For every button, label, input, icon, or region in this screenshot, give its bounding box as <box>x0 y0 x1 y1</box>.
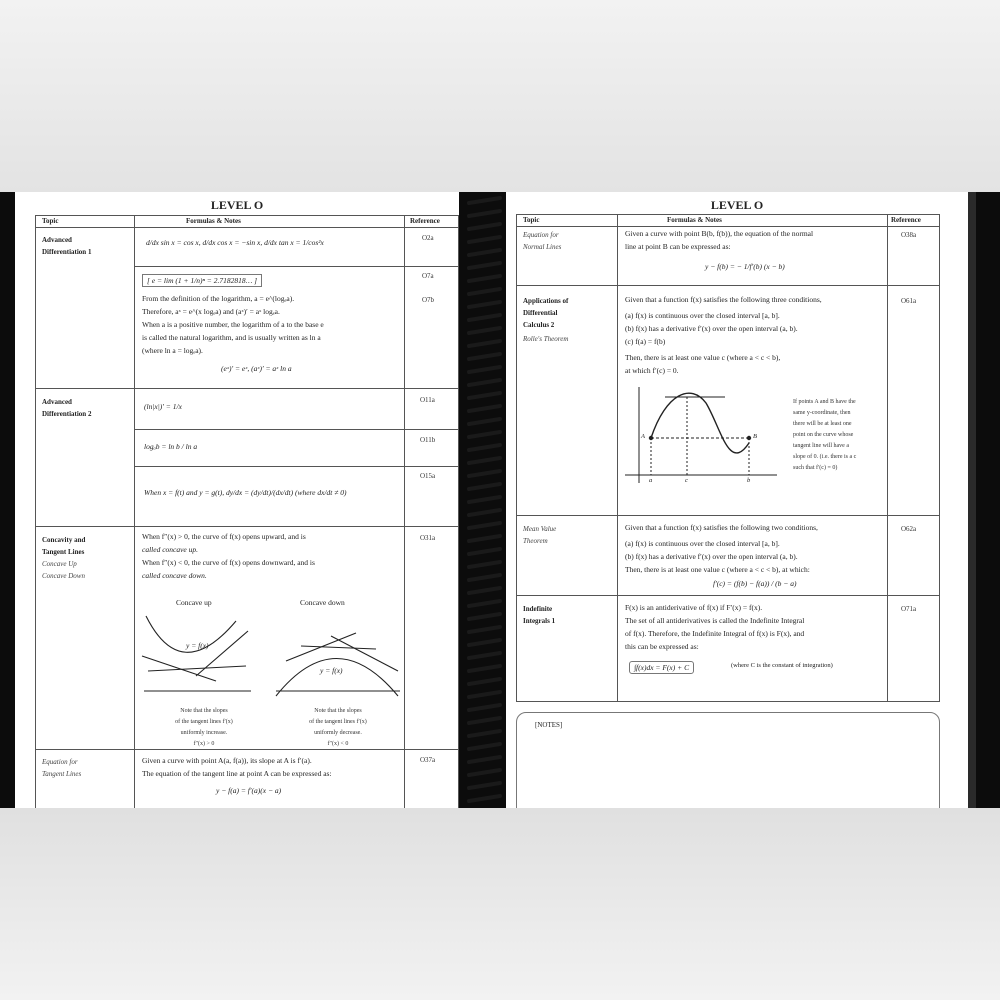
spiral-coil <box>469 770 500 775</box>
log-definition: From the definition of the logarithm, a = e^(logₑa). <box>142 294 295 303</box>
rolle-side-note <box>793 397 856 474</box>
spiral-coil <box>469 224 500 229</box>
tangent-line <box>301 646 376 649</box>
rolle-text-2: (a) f(x) is continuous over the closed interval [a, b]. <box>625 311 780 320</box>
spiral-coil <box>469 289 500 294</box>
spiral-coil <box>469 367 500 372</box>
left-header-topic: Topic <box>42 217 59 225</box>
tick-c: c <box>685 477 688 484</box>
spiral-coil <box>469 640 500 645</box>
spiral-coil <box>469 211 500 216</box>
spiral-coil <box>469 471 500 476</box>
fig-concave-down-title: Concave down <box>300 598 345 607</box>
ref-o61a: O61a <box>901 297 917 305</box>
topic-line: Equation for <box>523 231 559 239</box>
label-point-b: B <box>753 433 757 440</box>
note-line: uniformly decrease. <box>314 730 362 736</box>
ref-o7b: O7b <box>422 296 435 304</box>
topic-adv-diff-2 <box>42 396 91 420</box>
topic-line: Normal Lines <box>523 243 562 251</box>
spiral-coil <box>469 653 500 658</box>
tangent-text-1: Given a curve with point A(a, f(a)), its slope at A is f′(a). <box>142 756 312 765</box>
topic-line: Equation for <box>42 758 78 766</box>
spiral-coil <box>469 419 500 424</box>
topic-line: Advanced <box>42 398 72 406</box>
note-line: point on the curve whose <box>793 432 854 438</box>
rolle-text-4: (c) f(a) = f(b) <box>625 337 666 346</box>
normal-equation: y − f(b) = − 1/f′(b) (x − b) <box>705 262 785 271</box>
topic-line: Theorem <box>523 537 548 545</box>
rolle-curve <box>651 393 749 453</box>
right-page <box>506 192 968 808</box>
notes-box <box>516 712 940 808</box>
note-line: there will be at least one <box>793 421 852 427</box>
point-a <box>649 436 653 440</box>
note-line: Note that the slopes <box>180 708 228 714</box>
exp-derivative: (eˣ)′ = eˣ, (aˣ)′ = aˣ ln a <box>221 364 292 373</box>
spiral-coil <box>469 562 500 567</box>
left-col-divider-1 <box>134 216 135 808</box>
ref-o62a: O62a <box>901 525 917 533</box>
topic-line: Tangent Lines <box>42 548 85 556</box>
ref-o7a: O7a <box>422 272 434 280</box>
e-definition: [ e = lim (1 + 1/n)ⁿ = 2.7182818… ] <box>142 274 262 287</box>
left-level-title: LEVEL O <box>210 198 264 212</box>
topic-applications <box>523 295 568 331</box>
note-line: Note that the slopes <box>314 708 362 714</box>
spiral-coil <box>469 679 500 684</box>
indef-text-2: The set of all antiderivatives is called the Indefinite Integral <box>625 616 805 625</box>
left-header-formulas: Formulas & Notes <box>186 217 241 225</box>
right-formula-table <box>516 214 940 702</box>
spiral-coil <box>469 354 500 359</box>
topic-line: Differential <box>523 309 558 317</box>
tangent-line <box>196 631 248 676</box>
note-line: such that f′(c) = 0) <box>793 465 838 471</box>
note-line: tangent line will have a <box>793 443 849 449</box>
spiral-coil <box>469 250 500 255</box>
spiral-coil <box>469 497 500 502</box>
fig-up-label: y = f(x) <box>186 641 209 650</box>
ref-o71a: O71a <box>901 605 917 613</box>
point-b <box>747 436 751 440</box>
spiral-coil <box>469 432 500 437</box>
subtopic-concave-down: Concave Down <box>42 572 85 580</box>
row-divider <box>134 466 458 467</box>
mvt-text-4: Then, there is at least one value c (where a < c < b), at which: <box>625 565 810 574</box>
positive-base-line: When a is a positive number, the logarithm of a to the base e <box>142 320 324 329</box>
ref-o37a: O37a <box>420 756 436 764</box>
parametric-derivative: When x = f(t) and y = g(t), dy/dx = (dy/dt)/(dx/dt) (where dx/dt ≠ 0) <box>144 488 347 497</box>
spiral-coil <box>469 380 500 385</box>
ref-o15a: O15a <box>420 472 436 480</box>
right-col-divider-1 <box>617 215 618 701</box>
topic-concavity <box>42 534 85 558</box>
log-change-base: logₐb = ln b / ln a <box>144 442 198 451</box>
normal-text-2: line at point B can be expressed as: <box>625 242 731 251</box>
concave-up-text-2: called concave up. <box>142 545 199 554</box>
page-edge-shadow <box>968 192 976 808</box>
tangent-text-2: The equation of the tangent line at point A can be expressed as: <box>142 769 332 778</box>
left-table-header <box>36 216 458 228</box>
mvt-equation: f′(c) = (f(b) − f(a)) / (b − a) <box>713 579 797 588</box>
spiral-coil <box>469 302 500 307</box>
concavity-figures <box>136 611 404 701</box>
row-divider <box>517 515 939 516</box>
spiral-coil <box>469 198 500 203</box>
row-divider <box>36 526 458 527</box>
subtopic-rolle: Rolle's Theorem <box>523 335 569 343</box>
note-line: of the tangent lines f′(x) <box>175 719 233 725</box>
rolle-graph <box>621 383 781 488</box>
right-header-reference: Reference <box>891 216 921 224</box>
spiral-coil <box>469 666 500 671</box>
note-concave-up <box>154 706 254 750</box>
label-point-a: A <box>641 433 645 440</box>
indef-text-1: F(x) is an antiderivative of f(x) if F′(x) = f(x). <box>625 603 763 612</box>
concave-down-curve <box>276 659 398 697</box>
row-divider <box>517 595 939 596</box>
ln-derivative: (ln|x|)′ = 1/x <box>144 402 182 411</box>
topic-line: Differentiation 1 <box>42 248 92 256</box>
topic-adv-diff-1 <box>42 234 91 258</box>
spiral-coil <box>469 575 500 580</box>
indef-text-3: of f(x). Therefore, the Indefinite Integral of f(x) is F(x), and <box>625 629 805 638</box>
mvt-text-2: (a) f(x) is continuous over the closed interval [a, b]. <box>625 539 780 548</box>
subtopic-concave-up: Concave Up <box>42 560 77 568</box>
note-line: f″(x) < 0 <box>327 741 349 747</box>
spiral-coil <box>469 757 500 762</box>
topic-tangent-lines <box>42 756 81 780</box>
spiral-coil <box>469 783 500 788</box>
topic-line: Applications of <box>523 297 569 305</box>
background-bottom <box>0 808 1000 1000</box>
topic-line: Advanced <box>42 236 72 244</box>
left-col-divider-2 <box>404 216 405 808</box>
rolle-text-5: Then, there is at least one value c (where a < c < b), <box>625 353 781 362</box>
spiral-coil <box>469 627 500 632</box>
tangent-line <box>148 666 246 671</box>
row-divider <box>134 266 458 267</box>
fig-concave-up-title: Concave up <box>176 598 212 607</box>
spiral-coil <box>469 458 500 463</box>
mvt-text-3: (b) f(x) has a derivative f′(x) over the open interval (a, b). <box>625 552 798 561</box>
concave-down-text-2: called concave down. <box>142 571 207 580</box>
spiral-coil <box>469 510 500 515</box>
spiral-coil <box>469 445 500 450</box>
spiral-coil <box>469 796 500 801</box>
concave-down-text-1: When f″(x) < 0, the curve of f(x) opens downward, and is <box>142 558 315 567</box>
ref-o31a: O31a <box>420 534 436 542</box>
note-line: same y-coordinate, then <box>793 410 851 416</box>
tick-a: a <box>649 477 653 484</box>
spiral-coil <box>469 276 500 281</box>
normal-text-1: Given a curve with point B(b, f(b)), the equation of the normal <box>625 229 814 238</box>
spiral-coil <box>469 328 500 333</box>
spiral-coil <box>469 536 500 541</box>
ref-o2a: O2a <box>422 234 434 242</box>
spiral-coil <box>469 237 500 242</box>
mvt-text-1: Given that a function f(x) satisfies the following two conditions, <box>625 523 818 532</box>
topic-indefinite <box>523 603 555 627</box>
fig-down-label: y = f(x) <box>320 666 343 675</box>
tick-b: b <box>747 477 751 484</box>
rolle-text-3: (b) f(x) has a derivative f′(x) over the open interval (a, b). <box>625 324 798 333</box>
spiral-coil <box>469 601 500 606</box>
background-top <box>0 0 1000 192</box>
spiral-coil <box>469 341 500 346</box>
spiral-coil <box>469 263 500 268</box>
spiral-coil <box>469 393 500 398</box>
right-header-formulas: Formulas & Notes <box>667 216 722 224</box>
spiral-binding <box>466 192 504 808</box>
notes-label: [NOTES] <box>535 721 563 729</box>
left-formula-table <box>35 215 459 808</box>
spiral-coil <box>469 549 500 554</box>
spiral-coil <box>469 406 500 411</box>
indef-text-4: this can be expressed as: <box>625 642 699 651</box>
note-concave-down <box>288 706 388 750</box>
spiral-coil <box>469 523 500 528</box>
spiral-coil <box>469 744 500 749</box>
where-ln-line: (where ln a = logₑa). <box>142 346 203 355</box>
spiral-coil <box>469 705 500 710</box>
row-divider <box>134 429 458 430</box>
ref-o11a: O11a <box>420 396 435 404</box>
indefinite-where: (where C is the constant of integration) <box>731 662 833 669</box>
topic-normal-lines <box>523 229 561 253</box>
spiral-coil <box>469 692 500 697</box>
indefinite-integral-eq: ∫f(x)dx = F(x) + C <box>629 661 694 674</box>
topic-line: Mean Value <box>523 525 557 533</box>
topic-line: Integrals 1 <box>523 617 556 625</box>
ref-o11b: O11b <box>420 436 436 444</box>
spiral-coil <box>469 718 500 723</box>
right-col-divider-2 <box>887 215 888 701</box>
topic-mean-value <box>523 523 556 547</box>
topic-line: Calculus 2 <box>523 321 555 329</box>
note-line: slope of 0. (i.e. there is a c <box>793 454 857 460</box>
note-line: uniformly increase. <box>180 730 228 736</box>
topic-line: Tangent Lines <box>42 770 82 778</box>
topic-line: Differentiation 2 <box>42 410 92 418</box>
tangent-equation: y − f(a) = f′(a)(x − a) <box>216 786 282 795</box>
topic-line: Indefinite <box>523 605 553 613</box>
spiral-coil <box>469 315 500 320</box>
spiral-coil <box>469 614 500 619</box>
spiral-coil <box>469 484 500 489</box>
right-level-title: LEVEL O <box>710 198 764 212</box>
therefore-line: Therefore, aˣ = e^(x logₑa) and (aˣ)′ = aˣ logₑa. <box>142 307 280 316</box>
ref-o38a: O38a <box>901 231 917 239</box>
right-table-header <box>517 215 939 227</box>
note-line: If points A and B have the <box>793 399 856 405</box>
spiral-coil <box>469 731 500 736</box>
left-header-reference: Reference <box>410 217 440 225</box>
concave-up-text-1: When f″(x) > 0, the curve of f(x) opens upward, and is <box>142 532 306 541</box>
subtopic-concave <box>42 558 85 582</box>
note-line: f″(x) > 0 <box>193 741 215 747</box>
trig-derivatives: d/dx sin x = cos x, d/dx cos x = −sin x, d/dx tan x = 1/cos²x <box>146 238 324 247</box>
row-divider <box>517 285 939 286</box>
rolle-text-1: Given that a function f(x) satisfies the following three conditions, <box>625 295 822 304</box>
spiral-coil <box>469 588 500 593</box>
natural-log-line: is called the natural logarithm, and is usually written as ln a <box>142 333 321 342</box>
note-line: of the tangent lines f′(x) <box>309 719 367 725</box>
rolle-text-6: at which f′(c) = 0. <box>625 366 679 375</box>
row-divider <box>36 388 458 389</box>
topic-line: Concavity and <box>42 536 86 544</box>
left-page <box>15 192 459 808</box>
right-header-topic: Topic <box>523 216 540 224</box>
